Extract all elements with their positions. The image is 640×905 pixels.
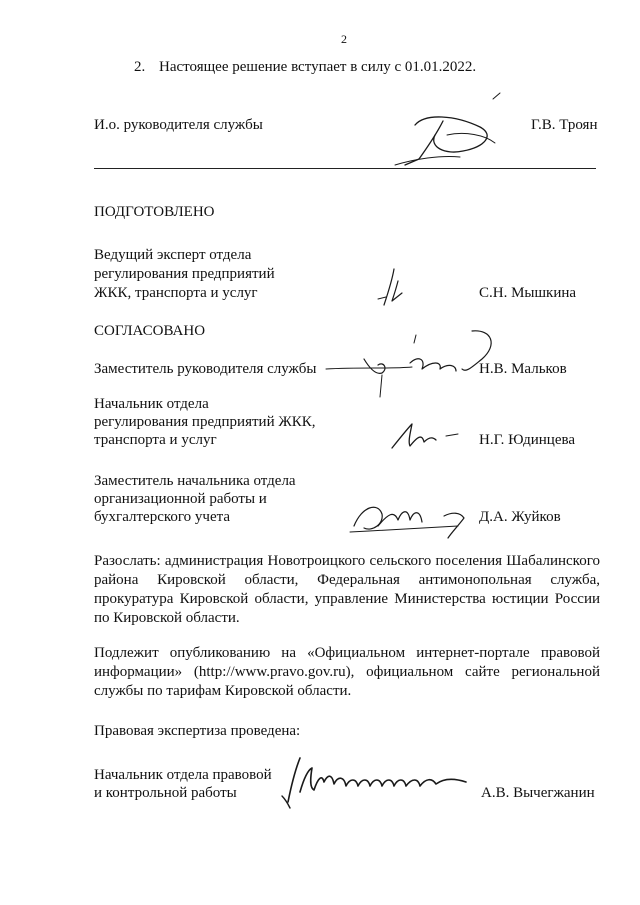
- distribution-paragraph: Разослать: администрация Новотроицкого сельского поселения Шабалинского района Кировской области, Федеральная антимонопольная служба, прокуратура Кировской области, управление Министерства юстиции России по Кировской области.: [94, 553, 600, 626]
- agreed-name: Д.А. Жуйков: [479, 509, 561, 525]
- legal-review-name: А.В. Вычегжанин: [481, 785, 595, 801]
- prepared-name: С.Н. Мышкина: [479, 285, 577, 301]
- legal-review-statement: Правовая экспертиза проведена:: [94, 723, 301, 739]
- head-signature-mark: [385, 85, 515, 175]
- agreed-name: Н.В. Мальков: [479, 361, 567, 377]
- agreed-signature-mark-1: [322, 325, 502, 400]
- divider-line: [94, 168, 596, 169]
- agreed-name: Н.Г. Юдинцева: [479, 432, 576, 448]
- prepared-role-line: ЖКК, транспорта и услуг: [94, 285, 258, 301]
- legal-review-role-line: и контрольной работы: [94, 785, 237, 801]
- publication-paragraph: Подлежит опубликованию на «Официальном интернет-портале правовой информации» (http://www.pravo.gov.ru), официальном сайте региональной службы по тарифам Кировской области.: [94, 645, 600, 699]
- legal-review-role-line: Начальник отдела правовой: [94, 767, 272, 783]
- legal-review-signature-mark: [278, 752, 478, 812]
- agreed-role-line: регулирования предприятий ЖКК,: [94, 414, 316, 430]
- item-text: Настоящее решение вступает в силу с 01.01.2022.: [159, 59, 477, 75]
- agreed-role-line: транспорта и услуг: [94, 432, 217, 448]
- prepared-role-line: Ведущий эксперт отдела: [94, 247, 252, 263]
- head-role: И.о. руководителя службы: [94, 117, 263, 133]
- prepared-heading: ПОДГОТОВЛЕНО: [94, 204, 215, 220]
- page-number: 2: [341, 32, 347, 46]
- agreed-signature-mark-3: [348, 496, 478, 546]
- agreed-role-line: Заместитель начальника отдела: [94, 473, 296, 489]
- agreed-role-line: бухгалтерского учета: [94, 509, 231, 525]
- agreed-role-line: Начальник отдела: [94, 396, 209, 412]
- item-number: 2.: [134, 59, 146, 75]
- agreed-signature-mark-2: [388, 418, 478, 458]
- agreed-heading: СОГЛАСОВАНО: [94, 323, 206, 339]
- agreed-role-line: организационной работы и: [94, 491, 267, 507]
- prepared-signature-mark: [372, 263, 412, 313]
- agreed-role-line: Заместитель руководителя службы: [94, 361, 317, 377]
- head-name: Г.В. Троян: [531, 117, 598, 133]
- prepared-role-line: регулирования предприятий: [94, 266, 275, 282]
